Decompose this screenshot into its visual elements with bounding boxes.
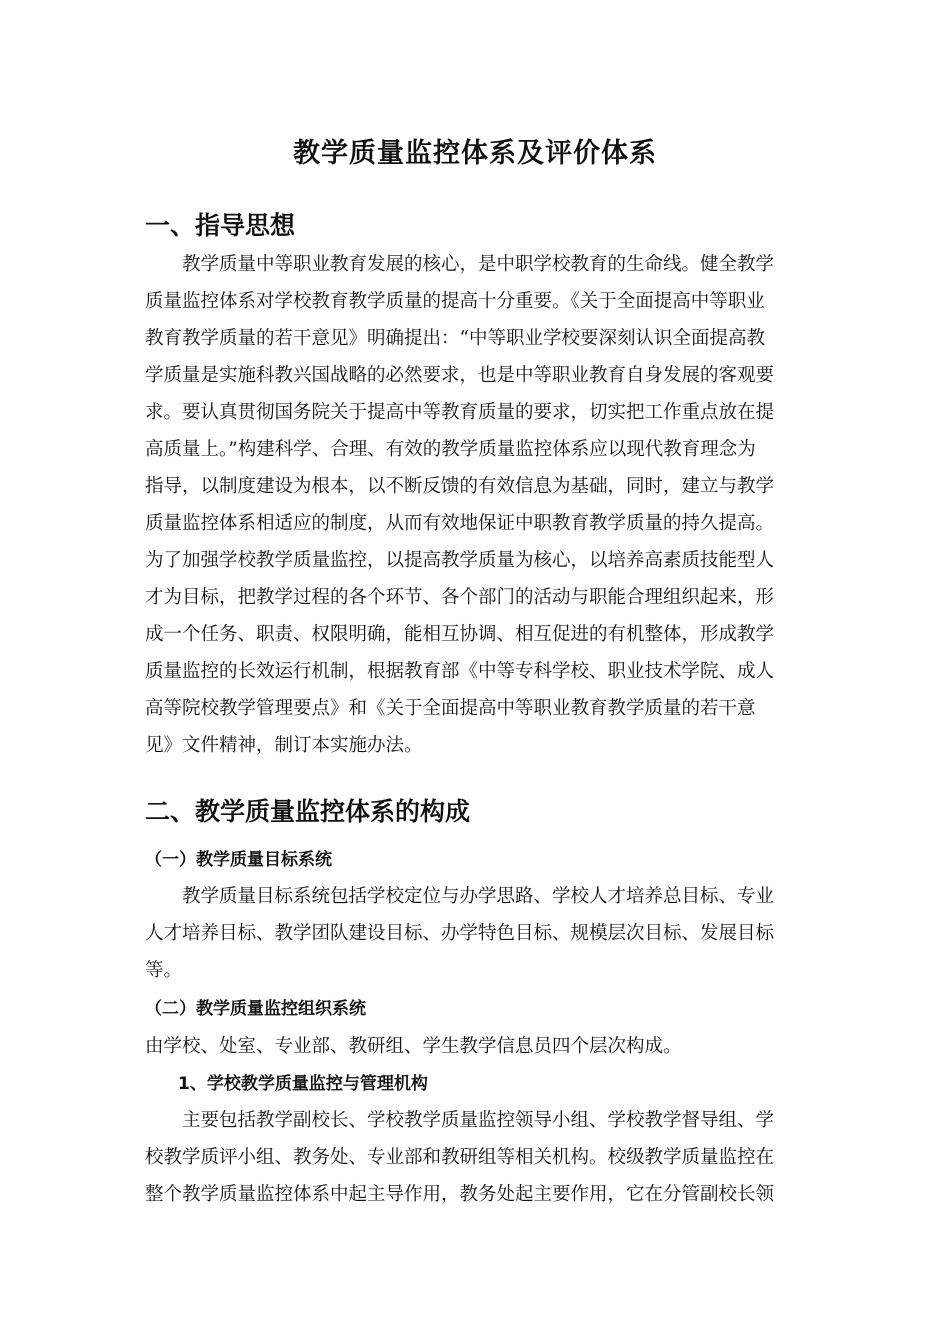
- text-line: 求。要认真贯彻国务院关于提高中等教育质量的要求，切实把工作重点放在提: [145, 402, 775, 423]
- text-line: 人才培养目标、教学团队建设目标、办学特色目标、规模层次目标、发展目标: [145, 923, 775, 944]
- section2-heading: 二、教学质量监控体系的构成: [145, 797, 471, 826]
- item1-paragraph: [145, 1102, 805, 1213]
- text-line: 质量监控体系对学校教育教学质量的提高十分重要。《关于全面提高中等职业: [145, 291, 765, 312]
- text-line: 成一个任务、职责、权限明确，能相互协调、相互促进的有机整体，形成教学: [145, 624, 775, 645]
- subsection2-intro: [145, 1028, 805, 1065]
- item1-heading: 1、学校教学质量监控与管理机构: [178, 1074, 428, 1094]
- text-line: 教学质量目标系统包括学校定位与办学思路、学校人才培养总目标、专业: [145, 886, 775, 907]
- text-line: 教育教学质量的若干意见》明确提出：“中等职业学校要深刻认识全面提高教: [145, 328, 765, 349]
- section1-paragraph-2: [145, 542, 805, 764]
- text-line: 由学校、处室、专业部、教研组、学生教学信息员四个层次构成。: [145, 1036, 682, 1057]
- text-line: 主要包括教学副校长、学校教学质量监控领导小组、学校教学督导组、学: [145, 1110, 775, 1131]
- text-line: 校教学质评小组、教务处、专业部和教研组等相关机构。校级教学质量监控在: [145, 1147, 775, 1168]
- text-line: 为了加强学校教学质量监控，以提高教学质量为核心，以培养高素质技能型人: [145, 550, 775, 571]
- text-line: 质量监控的长效运行机制，根据教育部《中等专科学校、职业技术学院、成人: [145, 661, 775, 682]
- text-line: 才为目标，把教学过程的各个环节、各个部门的活动与职能合理组织起来，形: [145, 587, 775, 608]
- text-line: 指导，以制度建设为根本，以不断反馈的有效信息为基础，同时，建立与教学: [145, 476, 775, 497]
- text-line: 等。: [145, 960, 183, 981]
- text-line: 见》文件精神，制订本实施办法。: [145, 735, 423, 756]
- subsection1-paragraph: [145, 878, 805, 989]
- section1-paragraph-1: [145, 246, 805, 542]
- text-line: 质量监控体系相适应的制度，从而有效地保证中职教育教学质量的持久提高。: [145, 513, 775, 534]
- text-line: 高质量上。”构建科学、合理、有效的教学质量监控体系应以现代教育理念为: [145, 439, 756, 460]
- subsection2-heading: （二）教学质量监控组织系统: [145, 999, 366, 1019]
- text-line: 学质量是实施科教兴国战略的必然要求，也是中等职业教育自身发展的客观要: [145, 365, 775, 386]
- text-line: 教学质量中等职业教育发展的核心，是中职学校教育的生命线。健全教学: [145, 254, 775, 275]
- section1-heading: 一、指导思想: [145, 211, 296, 240]
- document-title: 教学质量监控体系及评价体系: [293, 138, 657, 169]
- text-line: 高等院校教学管理要点》和《关于全面提高中等职业教育教学质量的若干意: [145, 698, 756, 719]
- text-line: 整个教学质量监控体系中起主导作用，教务处起主要作用，它在分管副校长领: [145, 1184, 775, 1205]
- subsection1-heading: （一）教学质量目标系统: [145, 850, 332, 870]
